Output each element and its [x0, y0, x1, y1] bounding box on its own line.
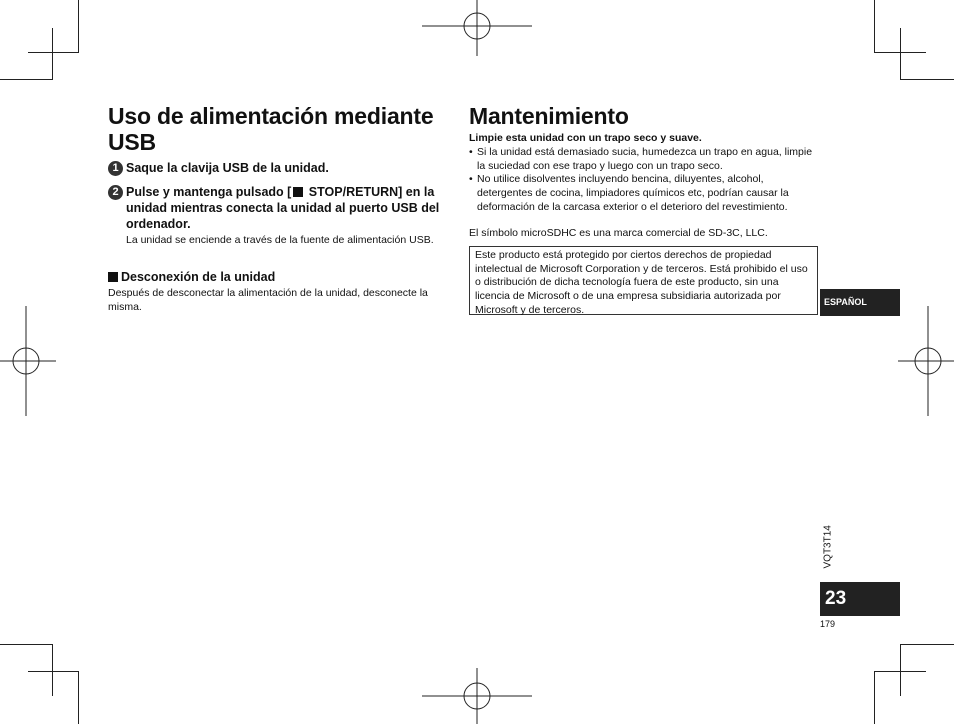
page-sub-number: 179	[820, 619, 836, 629]
step-text: Saque la clavija USB de la unidad.	[126, 161, 329, 175]
page-number: 23	[820, 582, 900, 616]
registration-mark-icon	[0, 306, 56, 416]
list-item-text: No utilice disolventes incluyendo bencina, diluyentes, alcohol, detergentes de cocina, limpiadores químicos etc, podrían causar la deformación de la carcasa exterior o el deterioro del revestimiento.	[477, 173, 789, 213]
registration-mark-icon	[422, 668, 532, 724]
stop-square-icon	[293, 187, 303, 197]
section-title-maintenance: Mantenimiento	[469, 103, 629, 129]
step-number: 2	[108, 185, 123, 200]
disconnect-heading-text: Desconexión de la unidad	[121, 270, 276, 284]
cleaning-heading: Limpie esta unidad con un trapo seco y suave.	[469, 132, 702, 144]
step-note: La unidad se enciende a través de la fuente de alimentación USB.	[126, 234, 434, 246]
step-1	[108, 160, 453, 176]
crop-mark-icon	[900, 79, 954, 80]
crop-mark-icon	[52, 644, 53, 696]
model-code: VQT3T14	[822, 525, 834, 569]
language-tab: ESPAÑOL	[820, 289, 900, 316]
crop-mark-icon	[900, 644, 954, 645]
crop-mark-icon	[0, 79, 52, 80]
crop-mark-icon	[900, 644, 901, 696]
bullet-icon: •	[469, 146, 473, 158]
disconnect-heading	[108, 270, 275, 284]
step-2	[108, 184, 453, 247]
list-item	[469, 172, 819, 214]
step-text-part: Pulse y mantenga pulsado [	[126, 185, 292, 199]
crop-mark-icon	[900, 28, 901, 80]
crop-mark-icon	[28, 52, 79, 53]
crop-mark-icon	[78, 0, 79, 52]
step-number: 1	[108, 161, 123, 176]
list-item	[469, 145, 819, 173]
section-title-usb-power: Uso de alimentación mediante USB	[108, 103, 434, 155]
crop-mark-icon	[0, 644, 52, 645]
step-text-part: STOP/RETURN] en la unidad mientras conecta la unidad al puerto USB del ordenador.	[126, 185, 440, 231]
crop-mark-icon	[52, 28, 53, 80]
crop-mark-icon	[78, 671, 79, 724]
square-bullet-icon	[108, 272, 118, 282]
crop-mark-icon	[874, 671, 926, 672]
list-item-text: Si la unidad está demasiado sucia, humedezca un trapo en agua, limpie la suciedad con ese trapo y luego con un trapo seco.	[477, 146, 813, 172]
trademark-notice: El símbolo microSDHC es una marca comercial de SD-3C, LLC.	[469, 227, 768, 239]
crop-mark-icon	[874, 0, 875, 52]
disconnect-body: Después de desconectar la alimentación de la unidad, desconecte la misma.	[108, 287, 428, 313]
crop-mark-icon	[874, 671, 875, 724]
bullet-icon: •	[469, 173, 473, 185]
registration-mark-icon	[898, 306, 954, 416]
step-text	[126, 184, 453, 232]
registration-mark-icon	[422, 0, 532, 56]
crop-mark-icon	[28, 671, 79, 672]
ip-notice-box: Este producto está protegido por ciertos derechos de propiedad intelectual de Microsoft Corporation y de terceros. Está prohibido el uso o distribución de dicha tecnología fuera de este producto, sin una licencia de Microsoft o de una empresa subsidiaria autorizada por Microsoft y de terceros.	[469, 246, 818, 315]
